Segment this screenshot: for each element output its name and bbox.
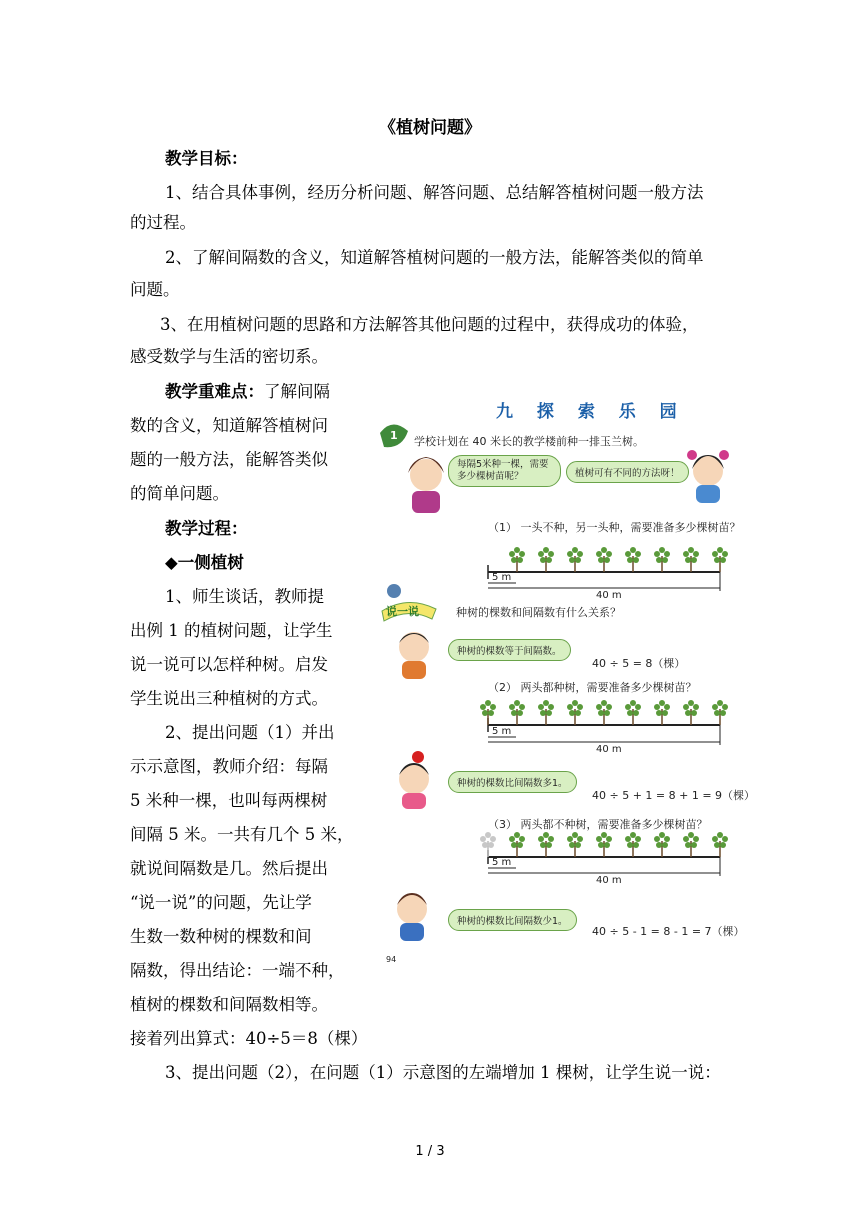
step-2-line-6: “说一说”的问题，先让学	[130, 893, 312, 912]
textbook-figure	[378, 385, 756, 975]
step-2-line-7: 生数一数种树的棵数和间	[130, 927, 312, 946]
say-it-question: 种树的棵数和间隔数有什么关系？	[456, 606, 621, 619]
tree-icon	[683, 700, 699, 725]
tree-icon	[596, 832, 612, 857]
tree-icon	[538, 700, 554, 725]
tree-icon	[596, 700, 612, 725]
section-heading: ◆一侧植树	[165, 553, 244, 572]
tree-icon	[509, 547, 525, 572]
answer-1-formula: 40 ÷ 5 = 8（棵）	[592, 657, 686, 670]
step-2-line-5: 就说间隔数是几。然后提出	[130, 859, 328, 878]
goal-3-line-1: 3、在用植树问题的思路和方法解答其他问题的过程中，获得成功的体验，	[160, 315, 699, 334]
tree-icon	[683, 547, 699, 572]
tree-icon	[567, 547, 583, 572]
answer-1-bubble: 种树的棵数等于间隔数。	[448, 639, 571, 661]
step-2-line-8: 隔数，得出结论：一端不种，	[130, 961, 345, 980]
step-3-line-1: 3、提出问题（2），在问题（1）示意图的左端增加 1 棵树，让学生说一说：	[165, 1063, 721, 1082]
question-3: （3） 两头都不种树，需要准备多少棵树苗？	[488, 818, 708, 831]
step-1-line-3: 说一说可以怎样种树。启发	[130, 655, 328, 674]
tree-icon	[654, 700, 670, 725]
length-label-3: 40 m	[596, 875, 622, 886]
step-2-line-4: 间隔 5 米。一共有几个 5 米，	[130, 825, 354, 844]
step-1-line-1: 1、师生谈话，教师提	[165, 587, 324, 606]
tree-icon	[567, 832, 583, 857]
question-1: （1） 一头不种，另一头种，需要准备多少棵树苗？	[488, 521, 741, 534]
interval-label-2: 5 m	[492, 726, 512, 737]
say-it-label: 说一说	[386, 605, 419, 618]
keypoint-text: 了解间隔	[264, 382, 330, 401]
answer-2-bubble: 种树的棵数比间隔数多1。	[448, 771, 577, 793]
goal-2-line-2: 问题。	[130, 280, 180, 299]
tree-icon	[625, 700, 641, 725]
goal-2-line-1: 2、了解间隔数的含义，知道解答植树问题的一般方法，能解答类似的简单	[165, 248, 704, 267]
tree-icon	[625, 547, 641, 572]
keypoint-label: 教学重难点：	[165, 382, 264, 401]
problem-text: 学校计划在 40 米长的教学楼前种一排玉兰树。	[414, 435, 644, 448]
tree-icon	[509, 832, 525, 857]
tree-icon	[712, 700, 728, 725]
tree-icon	[654, 832, 670, 857]
tree-icon	[538, 547, 554, 572]
step-2-line-3: 5 米种一棵，也叫每两棵树	[130, 791, 328, 810]
tree-icon	[654, 547, 670, 572]
tree-icon	[625, 832, 641, 857]
question-2: （2） 两头都种树，需要准备多少棵树苗？	[488, 681, 697, 694]
tree-icon	[596, 547, 612, 572]
problem-number: 1	[390, 429, 398, 442]
answer-2-formula: 40 ÷ 5 + 1 = 8 + 1 = 9（棵）	[592, 789, 756, 802]
step-1-line-4: 学生说出三种植树的方式。	[130, 689, 328, 708]
teacher-speech-bubble: 每隔5米种一棵，需要多少棵树苗呢？	[448, 455, 561, 487]
tree-icon	[683, 832, 699, 857]
length-label-1: 40 m	[596, 590, 622, 601]
tree-icon	[509, 700, 525, 725]
figure-page-number: 94	[386, 955, 397, 964]
goals-heading: 教学目标：	[165, 149, 248, 168]
keypoint-line-3: 题的一般方法，能解答类似	[130, 450, 328, 469]
goal-1-line-2: 的过程。	[130, 213, 196, 232]
process-heading: 教学过程：	[165, 519, 248, 538]
step-2-line-2: 示示意图，教师介绍：每隔	[130, 757, 328, 776]
length-label-2: 40 m	[596, 744, 622, 755]
step-2-line-9: 植树的棵数和间隔数相等。	[130, 995, 328, 1014]
interval-label-1: 5 m	[492, 572, 512, 583]
keypoint-line-1	[165, 382, 330, 402]
tree-icon	[712, 547, 728, 572]
keypoint-line-2: 数的含义，知道解答植树问	[130, 416, 328, 435]
goal-1-line-1: 1、结合具体事例，经历分析问题、解答问题、总结解答植树问题一般方法	[165, 183, 704, 202]
tree-icon	[480, 832, 496, 857]
figure-header: 九 探 索 乐 园	[496, 402, 686, 422]
tree-icon	[480, 700, 496, 725]
goal-3-line-2: 感受数学与生活的密切系。	[130, 347, 328, 366]
step-1-line-2: 出例 1 的植树问题，让学生	[130, 621, 333, 640]
girl-speech-bubble: 植树可有不同的方法呀！	[566, 461, 689, 483]
step-2-line-1: 2、提出问题（1）并出	[165, 723, 335, 742]
tree-icon	[712, 832, 728, 857]
keypoint-line-4: 的简单问题。	[130, 484, 229, 503]
answer-3-formula: 40 ÷ 5 - 1 = 8 - 1 = 7（棵）	[592, 925, 745, 938]
step-2-line-10: 接着列出算式：40÷5＝8（棵）	[130, 1029, 368, 1048]
tree-icon	[567, 700, 583, 725]
page-number: 1 / 3	[415, 1144, 445, 1159]
interval-label-3: 5 m	[492, 857, 512, 868]
page-title: 《植树问题》	[379, 118, 481, 138]
tree-icon	[538, 832, 554, 857]
answer-3-bubble: 种树的棵数比间隔数少1。	[448, 909, 577, 931]
